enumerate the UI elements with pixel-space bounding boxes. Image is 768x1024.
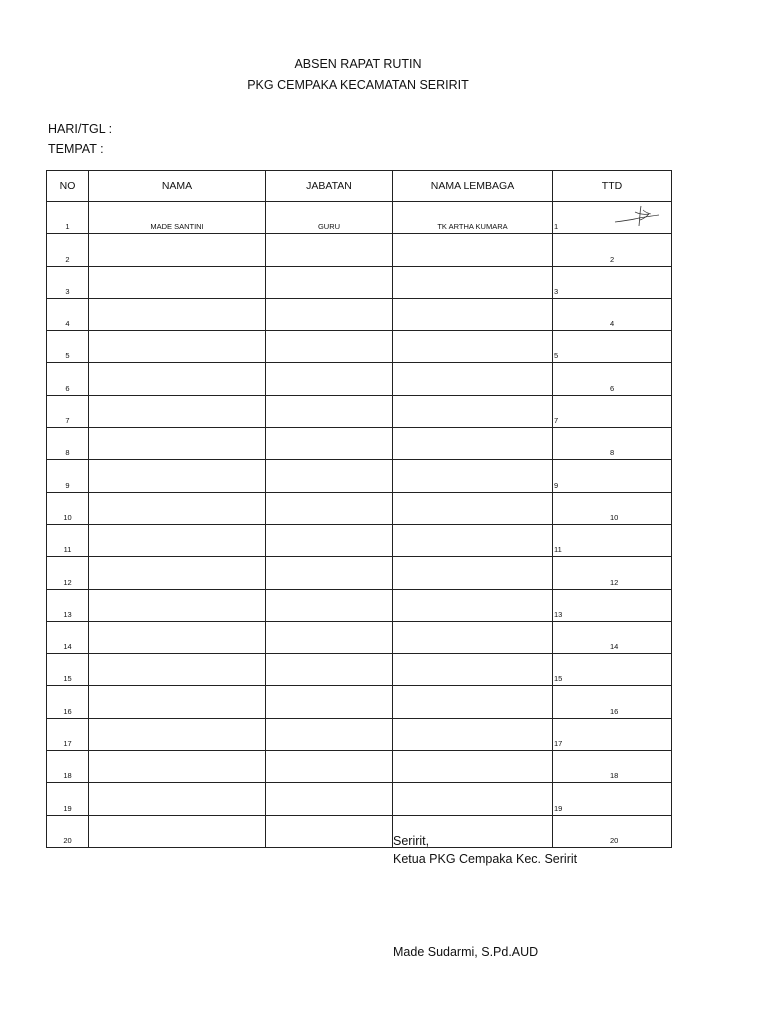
table-row (47, 298, 672, 330)
row-number: 7 (47, 395, 89, 427)
row-ttd (553, 363, 672, 395)
row-nama (89, 783, 266, 815)
row-ttd (553, 492, 672, 524)
row-ttd (553, 718, 672, 750)
row-nama-lembaga (393, 718, 553, 750)
row-nama-lembaga (393, 266, 553, 298)
ttd-number: 16 (610, 706, 619, 716)
row-jabatan (266, 395, 393, 427)
row-nama-lembaga (393, 654, 553, 686)
row-ttd (553, 751, 672, 783)
ttd-number: 8 (610, 448, 615, 458)
row-nama (89, 815, 266, 847)
row-number: 3 (47, 266, 89, 298)
row-jabatan (266, 524, 393, 556)
document-title: ABSEN RAPAT RUTIN (294, 57, 422, 71)
row-nama-lembaga (393, 492, 553, 524)
ttd-number: 5 (554, 351, 559, 361)
row-jabatan (266, 428, 393, 460)
row-jabatan (266, 492, 393, 524)
ttd-number: 12 (610, 577, 619, 587)
row-nama (89, 621, 266, 653)
table-row (47, 234, 672, 266)
row-ttd (553, 395, 672, 427)
row-nama (89, 428, 266, 460)
row-number: 20 (47, 815, 89, 847)
table-row (47, 783, 672, 815)
row-ttd (553, 621, 672, 653)
row-number: 11 (47, 524, 89, 556)
ttd-number: 4 (610, 319, 615, 329)
row-ttd (553, 524, 672, 556)
ttd-number: 18 (610, 771, 619, 781)
row-nama (89, 331, 266, 363)
row-number: 10 (47, 492, 89, 524)
row-number: 17 (47, 718, 89, 750)
row-jabatan (266, 298, 393, 330)
row-nama-lembaga (393, 751, 553, 783)
row-nama (89, 557, 266, 589)
ttd-number: 6 (610, 383, 615, 393)
row-number: 8 (47, 428, 89, 460)
ttd-number: 20 (610, 835, 619, 845)
signature-place: Seririt, (393, 834, 430, 848)
row-nama (89, 589, 266, 621)
row-number: 18 (47, 751, 89, 783)
row-nama: MADE SANTINI (89, 202, 266, 234)
row-jabatan: GURU (266, 202, 393, 234)
row-nama-lembaga (393, 524, 553, 556)
ttd-number: 1 (554, 222, 559, 232)
row-nama-lembaga (393, 460, 553, 492)
row-ttd (553, 654, 672, 686)
row-nama (89, 460, 266, 492)
row-nama-lembaga (393, 589, 553, 621)
row-number: 1 (47, 202, 89, 234)
row-nama (89, 718, 266, 750)
row-number: 19 (47, 783, 89, 815)
signature-name: Made Sudarmi, S.Pd.AUD (393, 945, 539, 959)
table-row (47, 751, 672, 783)
row-nama-lembaga (393, 557, 553, 589)
row-jabatan (266, 815, 393, 847)
row-ttd (553, 266, 672, 298)
ttd-number: 11 (554, 545, 562, 555)
ttd-number: 14 (610, 642, 619, 652)
row-number: 13 (47, 589, 89, 621)
row-ttd (553, 331, 672, 363)
row-jabatan (266, 686, 393, 718)
row-nama-lembaga: TK ARTHA KUMARA (393, 202, 553, 234)
row-ttd (553, 815, 672, 847)
table-row (47, 589, 672, 621)
row-nama-lembaga (393, 783, 553, 815)
row-number: 16 (47, 686, 89, 718)
ttd-number: 3 (554, 286, 559, 296)
row-jabatan (266, 363, 393, 395)
row-number: 6 (47, 363, 89, 395)
row-ttd (553, 298, 672, 330)
row-number: 9 (47, 460, 89, 492)
signature-role: Ketua PKG Cempaka Kec. Seririt (393, 852, 578, 866)
row-number: 4 (47, 298, 89, 330)
table-row (47, 686, 672, 718)
row-ttd (553, 428, 672, 460)
row-nama-lembaga (393, 363, 553, 395)
row-number: 15 (47, 654, 89, 686)
table-row (47, 363, 672, 395)
document-subtitle: PKG CEMPAKA KECAMATAN SERIRIT (247, 78, 469, 92)
row-nama-lembaga (393, 331, 553, 363)
row-nama (89, 524, 266, 556)
ttd-number: 7 (554, 416, 559, 426)
ttd-number: 17 (554, 739, 563, 749)
row-ttd (553, 234, 672, 266)
table-row (47, 654, 672, 686)
table-row (47, 331, 672, 363)
table-row (47, 524, 672, 556)
row-nama-lembaga (393, 234, 553, 266)
row-number: 12 (47, 557, 89, 589)
row-jabatan (266, 589, 393, 621)
row-ttd (553, 589, 672, 621)
row-number: 14 (47, 621, 89, 653)
row-jabatan (266, 460, 393, 492)
row-nama-lembaga (393, 298, 553, 330)
table-row (47, 460, 672, 492)
table-header-row (47, 171, 672, 202)
table-row (47, 621, 672, 653)
row-ttd (553, 460, 672, 492)
ttd-number: 13 (554, 609, 563, 619)
table-row (47, 557, 672, 589)
row-jabatan (266, 783, 393, 815)
row-ttd (553, 557, 672, 589)
row-nama-lembaga (393, 686, 553, 718)
column-header-nama-lembaga: NAMA LEMBAGA (393, 171, 553, 202)
row-ttd (553, 783, 672, 815)
ttd-number: 9 (554, 480, 559, 490)
row-jabatan (266, 234, 393, 266)
row-nama (89, 492, 266, 524)
hari-tgl-label: HARI/TGL : (48, 122, 113, 136)
table-row (47, 815, 672, 847)
table-row (47, 266, 672, 298)
row-jabatan (266, 266, 393, 298)
table-row (47, 395, 672, 427)
row-nama-lembaga (393, 621, 553, 653)
attendance-table (46, 170, 672, 848)
handwritten-signature-icon (613, 202, 661, 230)
table-row (47, 492, 672, 524)
row-nama (89, 395, 266, 427)
table-row (47, 202, 672, 234)
row-jabatan (266, 621, 393, 653)
row-jabatan (266, 751, 393, 783)
row-nama (89, 363, 266, 395)
column-header-ttd: TTD (553, 171, 672, 202)
row-number: 2 (47, 234, 89, 266)
row-jabatan (266, 718, 393, 750)
row-jabatan (266, 331, 393, 363)
row-nama (89, 686, 266, 718)
row-nama (89, 654, 266, 686)
row-jabatan (266, 557, 393, 589)
column-header-no: NO (47, 171, 89, 202)
row-nama (89, 266, 266, 298)
row-nama (89, 234, 266, 266)
ttd-number: 2 (610, 254, 615, 264)
ttd-number: 15 (554, 674, 563, 684)
row-number: 5 (47, 331, 89, 363)
row-jabatan (266, 654, 393, 686)
column-header-jabatan: JABATAN (266, 171, 393, 202)
table-row (47, 718, 672, 750)
row-nama-lembaga (393, 428, 553, 460)
row-ttd (553, 686, 672, 718)
table-row (47, 428, 672, 460)
row-nama-lembaga (393, 395, 553, 427)
row-ttd (553, 202, 672, 234)
ttd-number: 10 (610, 512, 619, 522)
tempat-label: TEMPAT : (48, 142, 104, 156)
ttd-number: 19 (554, 803, 563, 813)
row-nama (89, 298, 266, 330)
row-nama (89, 751, 266, 783)
column-header-nama: NAMA (89, 171, 266, 202)
